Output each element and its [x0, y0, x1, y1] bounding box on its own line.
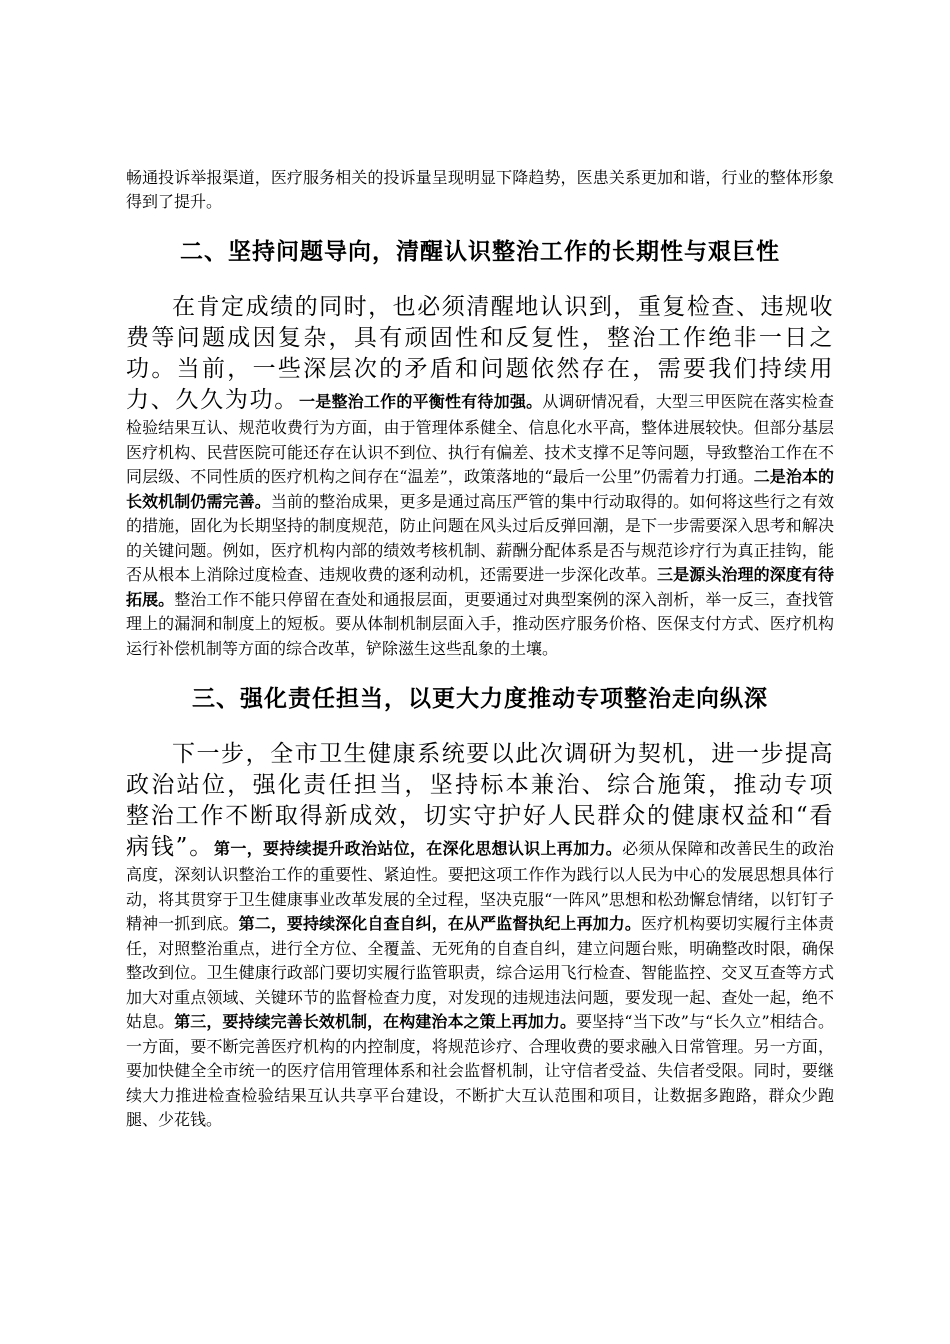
section-2-paragraph [126, 292, 834, 661]
intro-text: 畅通投诉举报渠道，医疗服务相关的投诉量呈现明显下降趋势，医患关系更加和谐，行业的整体形象得到了提升。 [126, 168, 834, 211]
section-2-point-1-title: 一是整治工作的平衡性有待加强。 [299, 392, 543, 411]
intro-paragraph [126, 166, 834, 214]
section-3-point-2-title: 第二，要持续深化自查自纠，在从严监督执纪上再加力。 [238, 914, 641, 933]
section-2-point-2-text: 当前的整治成果，更多是通过高压严管的集中行动取得的。如何将这些行之有效的措施，固化为长期坚持的制度规范，防止问题在风头过后反弹回潮，是下一步需要深入思考和解决的关键问题。例如，医疗机构内部的绩效考核机制、薪酬分配体系是否与规范诊疗行为真正挂钩，能否从根本上消除过度检查、违规收费的逐利动机，还需要进一步深化改革。 [126, 491, 834, 584]
section-2-lead: 在肯定成绩的同时，也必须清醒地认识到，重复检查、违规收费等问题成因复杂，具有顽固性和反复性，整治工作绝非一日之功。当前，一些深层次的矛盾和问题依然存在，需要我们持续用力、久久为功。 [126, 294, 834, 413]
section-3-point-3-title: 第三，要持续完善长效机制，在构建治本之策上再加力。 [174, 1012, 577, 1031]
section-3-point-3-text: 要坚持“当下改”与“长久立”相结合。一方面，要不断完善医疗机构的内控制度，将规范诊疗、合理收费的要求融入日常管理。另一方面，要加快健全全市统一的医疗信用管理体系和社会监督机制，让守信者受益、失信者受限。同时，要继续大力推进检查检验结果互认共享平台建设，不断扩大互认范围和项目，让数据多跑路，群众少跑腿、少花钱。 [126, 1012, 834, 1129]
section-3-lead: 下一步，全市卫生健康系统要以此次调研为契机，进一步提高政治站位，强化责任担当，坚持标本兼治、综合施策，推动专项整治工作不断取得新成效，切实守护好人民群众的健康权益和“看病钱”。 [126, 741, 834, 860]
section-2-point-2-title: 二是治本的长效机制仍需完善。 [126, 467, 834, 511]
section-3-point-2-text: 医疗机构要切实履行主体责任，对照整治重点，进行全方位、全覆盖、无死角的自查自纠，建立问题台账，明确整改时限，确保整改到位。卫生健康行政部门要切实履行监管职责，综合运用飞行检查、智能监控、交叉互查等方式加大对重点领域、关键环节的监督检查力度，对发现的违规违法问题，要发现一起、查处一起，绝不姑息。 [126, 914, 834, 1031]
section-2-point-3-text: 整治工作不能只停留在查处和通报层面，更要通过对典型案例的深入剖析，举一反三，查找管理上的漏洞和制度上的短板。要从体制机制层面入手，推动医疗服务价格、医保支付方式、医疗机构运行补偿机制等方面的综合改革，铲除滋生这些乱象的土壤。 [126, 589, 834, 658]
section-2-heading: 二、坚持问题导向，清醒认识整治工作的长期性与艰巨性 [180, 239, 780, 265]
section-3-point-1-title: 第一，要持续提升政治站位，在深化思想认识上再加力。 [214, 839, 623, 858]
section-3-paragraph [126, 739, 834, 1133]
section-3-point-1-text: 必须从保障和改善民生的政治高度，深刻认识整治工作的重要性、紧迫性。要把这项工作作为践行以人民为中心的发展思想具体行动，将其贯穿于卫生健康事业改革发展的全过程，坚决克服“一阵风”思想和松劲懈怠情绪，以钉钉子精神一抓到底。 [126, 839, 834, 933]
section-2-point-3-title: 三是源头治理的深度有待拓展。 [126, 565, 834, 609]
section-2-point-1-text: 从调研情况看，大型三甲医院在落实检查检验结果互认、规范收费行为方面，由于管理体系健全、信息化水平高，整体进展较快。但部分基层医疗机构、民营医院可能还存在认识不到位、执行有偏差、技术支撑不足等问题，导致整治工作在不同层级、不同性质的医疗机构之间存在“温差”，政策落地的“最后一公里”仍需着力打通。 [126, 392, 834, 486]
section-3-heading: 三、强化责任担当，以更大力度推动专项整治走向纵深 [192, 686, 768, 712]
